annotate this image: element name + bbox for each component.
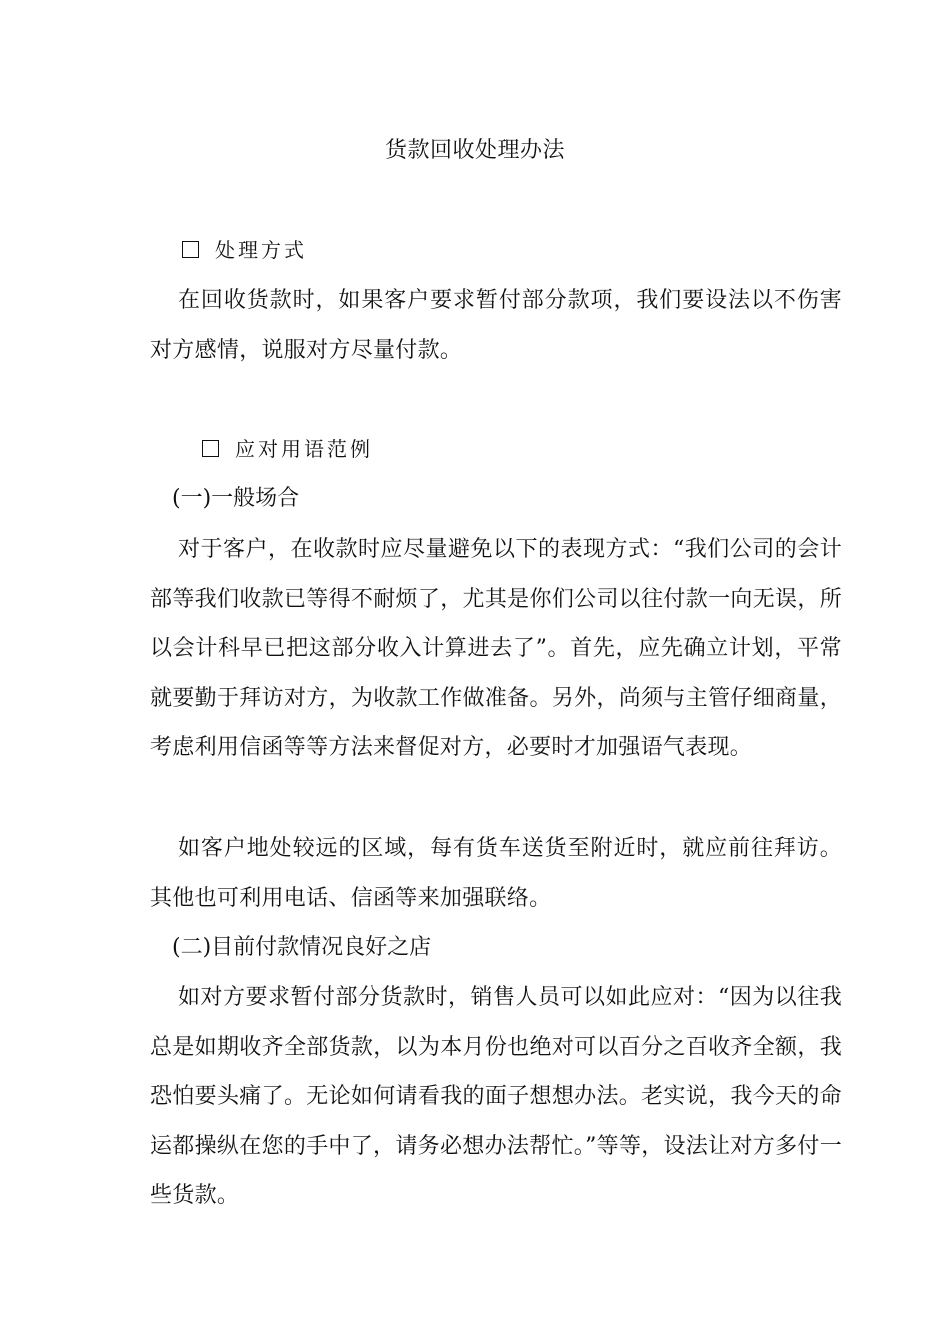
subsection-heading-general: (一)一般场合 — [172, 486, 300, 511]
checkbox-square-icon — [202, 440, 219, 457]
section-heading-examples — [202, 434, 373, 464]
section-heading-label: 应对用语范例 — [235, 437, 373, 461]
section-heading-method — [182, 235, 307, 265]
checkbox-square-icon — [182, 241, 199, 258]
page-title: 货款回收处理办法 — [384, 138, 565, 163]
subsection-heading-good-payers: (二)目前付款情况良好之店 — [172, 935, 432, 960]
paragraph: 如对方要求暂付部分货款时，销售人员可以如此应对：“因为以往我总是如期收齐全部货款，以为本月份也绝对可以百分之百收齐全额，我恐怕要头痛了。无论如何请看我的面子想想办法。老实说，我今天的命运都操纵在您的手中了，请务必想办法帮忙。”等等，设法让对方多付一些货款。 — [150, 985, 842, 1209]
paragraph: 如客户地处较远的区域，每有货车送货至附近时，就应前往拜访。其他也可利用电话、信函等来加强联络。 — [150, 836, 842, 911]
paragraph: 在回收货款时，如果客户要求暂付部分款项，我们要设法以不伤害对方感情，说服对方尽量付款。 — [150, 288, 842, 363]
paragraph: 对于客户，在收款时应尽量避免以下的表现方式：“我们公司的会计部等我们收款已等得不耐烦了，尤其是你们公司以往付款一向无误，所以会计科早已把这部分收入计算进去了”。首先，应先确立计划，平常就要勤于拜访对方，为收款工作做准备。另外，尚须与主管仔细商量，考虑利用信函等等方法来督促对方，必要时才加强语气表现。 — [150, 537, 842, 761]
section-heading-label: 处理方式 — [215, 238, 307, 262]
